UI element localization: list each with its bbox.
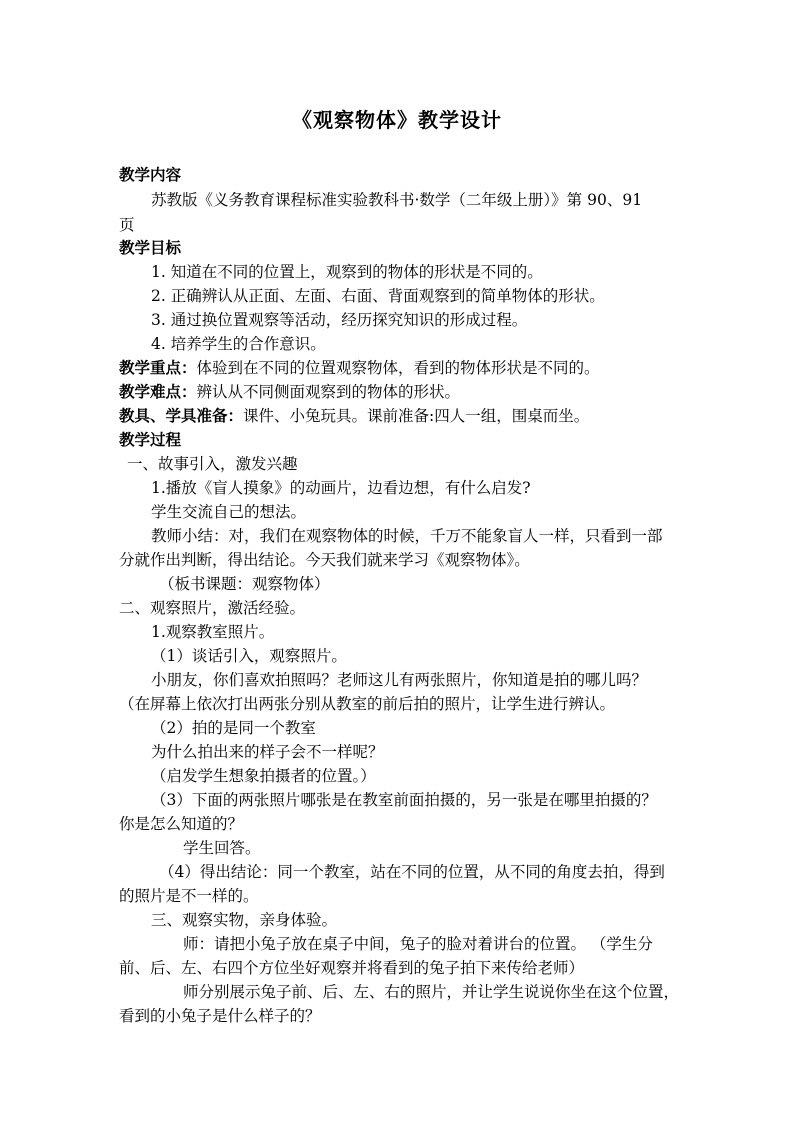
process-line-10: 小朋友，你们喜欢拍照吗？老师这儿有两张照片，你知道是拍的哪儿吗？ — [151, 671, 648, 689]
preparation-label: 教具、学具准备： — [119, 406, 244, 425]
goal-item-1: 1. 知道在不同的位置上，观察到的物体的形状是不同的。 — [151, 263, 543, 281]
preparation — [119, 406, 589, 426]
process-line-5: 分就作出判断，得出结论。今天我们就来学习《观察物体》。 — [119, 551, 530, 569]
key-point — [119, 358, 600, 378]
content-text-line-2: 页 — [119, 216, 135, 234]
document-title: 《观察物体》教学设计 — [292, 108, 502, 132]
process-line-19: 的照片是不一样的。 — [119, 887, 259, 905]
goal-item-2: 2. 正确辨认从正面、左面、右面、背面观察到的简单物体的形状。 — [151, 287, 605, 305]
goal-item-3: 3. 通过换位置观察等活动，经历探究知识的形成过程。 — [151, 311, 528, 329]
process-heading: 教学过程 — [119, 430, 182, 449]
process-line-12: （2）拍的是同一个教室 — [151, 719, 316, 737]
difficulty-point — [119, 382, 460, 402]
process-line-13: 为什么拍出来的样子会不一样呢？ — [151, 743, 384, 761]
process-line-17: 学生回答。 — [183, 839, 261, 857]
process-line-6: （板书课题：观察物体） — [159, 575, 330, 593]
process-line-4: 教师小结：对，我们在观察物体的时候，千万不能象盲人一样，只看到一部 — [151, 527, 663, 545]
content-text-line-1: 苏教版《义务教育课程标准实验教科书·数学（二年级上册）》第 90、91 — [151, 191, 643, 209]
process-line-7: 二、观察照片，激活经验。 — [119, 599, 306, 617]
difficulty-text: 辨认从不同侧面观察到的物体的形状。 — [196, 383, 461, 401]
process-line-22: 前、后、左、右四个方位坐好观察并将看到的兔子拍下来传给老师） — [119, 959, 585, 977]
process-line-11: （在屏幕上依次打出两张分别从教室的前后拍的照片，让学生进行辨认。 — [119, 695, 616, 713]
process-line-21: 师：请把小兔子放在桌子中间，兔子的脸对着讲台的位置。 （学生分 — [183, 935, 653, 953]
content-heading: 教学内容 — [119, 165, 182, 184]
process-line-20: 三、观察实物，亲身体验。 — [151, 911, 338, 929]
process-line-3: 学生交流自己的想法。 — [151, 503, 307, 521]
process-line-8: 1.观察教室照片。 — [151, 623, 275, 641]
process-line-16: 你是怎么知道的？ — [119, 815, 244, 833]
preparation-text: 课件、小兔玩具。课前准备:四人一组，围桌而坐。 — [243, 407, 590, 425]
process-line-24: 看到的小兔子是什么样子的？ — [119, 1007, 321, 1025]
goals-heading: 教学目标 — [119, 238, 182, 257]
process-line-2: 1.播放《盲人摸象》的动画片，边看边想，有什么启发? — [151, 479, 531, 497]
key-point-label: 教学重点： — [119, 358, 197, 377]
process-line-9: （1）谈话引入，观察照片。 — [151, 647, 347, 665]
process-line-23: 师分别展示兔子前、后、左、右的照片，并让学生说说你坐在这个位置， — [183, 983, 680, 1001]
process-line-1: 一、故事引入，激发兴趣 — [127, 455, 298, 473]
process-line-14: （启发学生想象拍摄者的位置。） — [151, 767, 376, 785]
process-line-18: （4）得出结论：同一个教室，站在不同的位置，从不同的角度去拍，得到 — [159, 863, 665, 881]
key-point-text: 体验到在不同的位置观察物体，看到的物体形状是不同的。 — [196, 359, 600, 377]
difficulty-label: 教学难点： — [119, 382, 197, 401]
process-line-15: （3）下面的两张照片哪张是在教室前面拍摄的，另一张是在哪里拍摄的？ — [151, 791, 657, 809]
goal-item-4: 4. 培养学生的合作意识。 — [151, 335, 326, 353]
